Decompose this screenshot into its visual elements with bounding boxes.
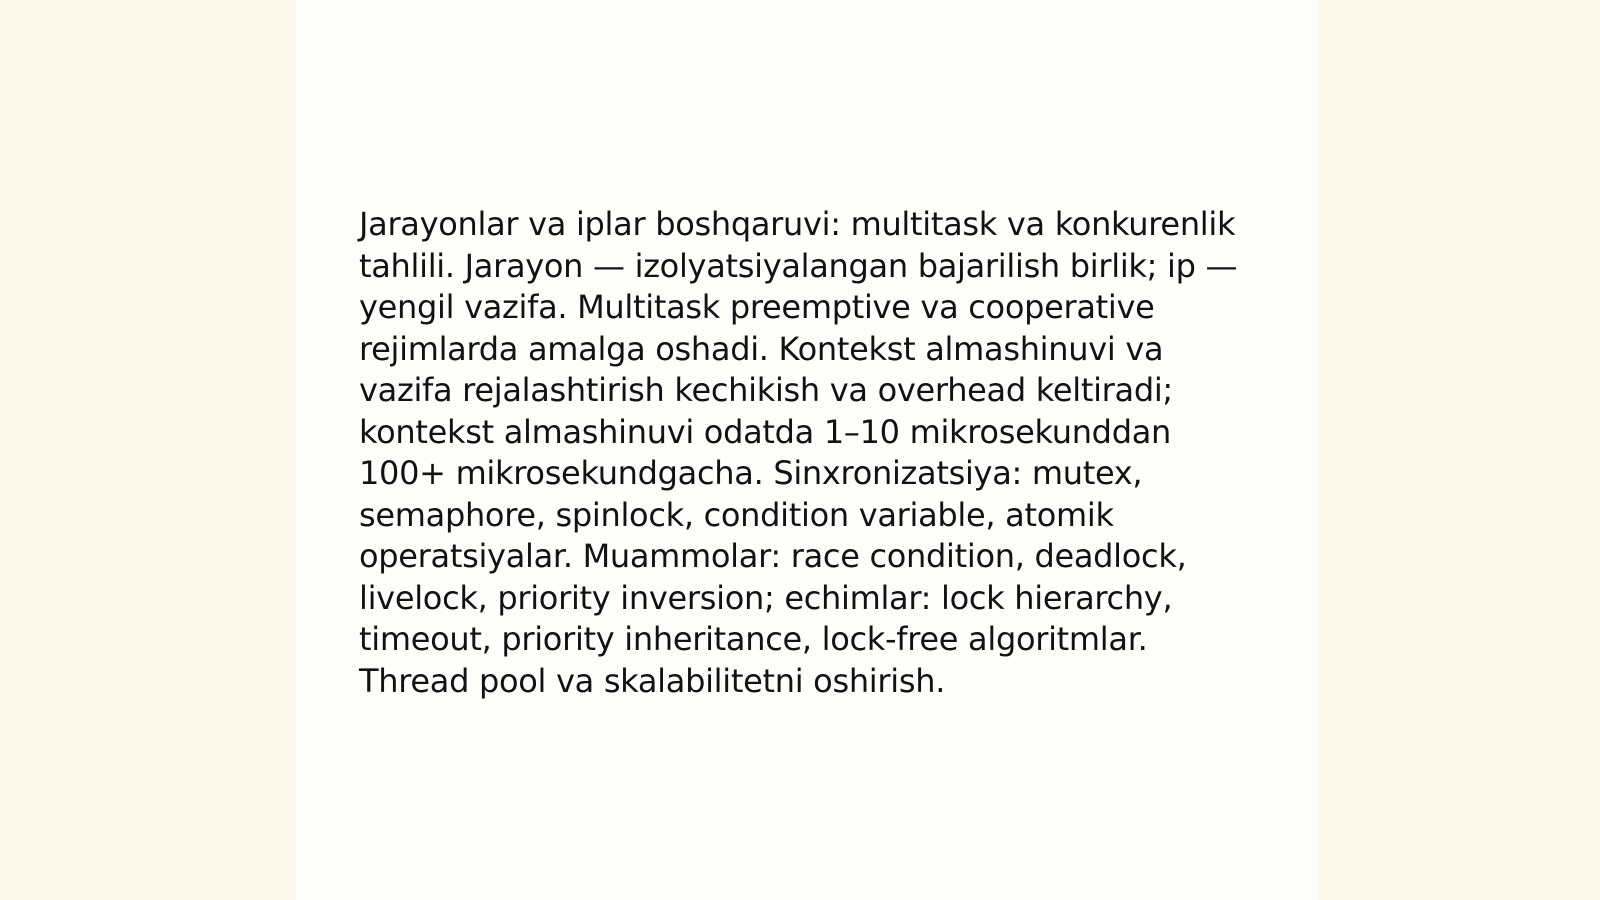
- body-paragraph: Jarayonlar va iplar boshqaruvi: multitask va konkurenlik tahlili. Jarayon — izolyatsiyalangan bajarilish birlik; ip — yengil vazifa. Multitask preemptive va cooperative rejimlarda amalga oshadi. Kontekst almashinuvi va vazifa rejalashtirish kechikish va overhead keltiradi; kontekst almashinuvi odatda 1–10 mikrosekunddan 100+ mikrosekundgacha. Sinxronizatsiya: mutex, semaphore, spinlock, condition variable, atomik operatsiyalar. Muammolar: race condition, deadlock, livelock, priority inversion; echimlar: lock hierarchy, timeout, priority inheritance, lock-free algoritmlar. Thread pool va skalabilitetni oshirish.: [359, 205, 1238, 700]
- document-page: [296, 0, 1318, 900]
